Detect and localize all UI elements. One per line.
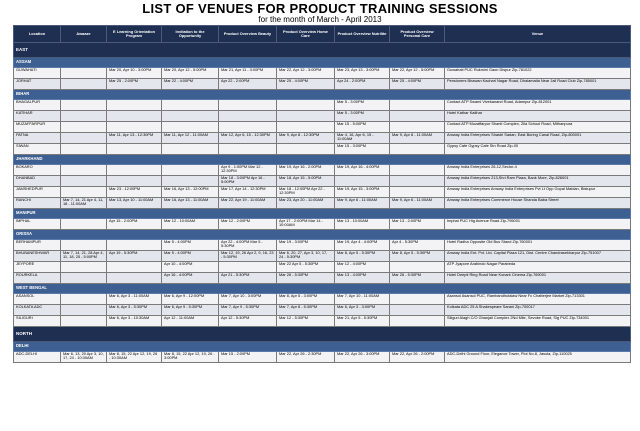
table-row	[14, 305, 631, 316]
table-row	[14, 133, 631, 144]
schedule-cell: Mar 17, Apr 14 - 12:30PM	[219, 187, 277, 198]
venue-cell: Siliguri Alagh C/O Ghanjali Complex 2Nd Mile, Sevoke Road, Slg PUC Zip-734001	[445, 316, 631, 327]
column-header: Product Overview Nutrilite	[335, 26, 390, 43]
table-row	[14, 198, 631, 209]
region-name: EAST	[14, 43, 631, 58]
venue-cell: ATP Jyapore Arabindo Nagar Parabeda	[445, 262, 631, 273]
schedule-cell	[277, 111, 335, 122]
schedule-cell: Mar 5 - 4:00PM	[162, 251, 219, 262]
schedule-cell: Mar 5 - 3:00PM	[335, 111, 390, 122]
schedule-cell	[390, 122, 445, 133]
schedule-cell	[277, 144, 335, 155]
table-row	[14, 251, 631, 262]
schedule-cell	[107, 273, 162, 284]
schedule-cell: Mar 5 - 3:00PM	[335, 100, 390, 111]
schedule-cell: Apr 15 - 2:00PM	[107, 219, 162, 230]
schedule-cell: Mar 16, Apr 13 - 11:00AM	[162, 198, 219, 209]
column-header: Invitation to the Opportunity	[162, 26, 219, 43]
table-row	[14, 316, 631, 327]
schedule-cell	[162, 100, 219, 111]
location-cell: DHANBAD	[14, 176, 61, 187]
state-row	[14, 230, 631, 240]
column-header: Product Overview Beauty	[219, 26, 277, 43]
state-row	[14, 284, 631, 294]
schedule-cell: Mar 13 - 10:00AM	[335, 219, 390, 230]
schedule-cell: Mar 6, Apr 9 - 12:00PM	[162, 294, 219, 305]
venue-cell: Contact ATP Muzaffarpur Shanti Complex, Zila School Road, Mithanpura	[445, 122, 631, 133]
schedule-cell: Mar 22, Apr 26 - 3:00PM	[335, 352, 390, 363]
schedule-cell: Mar 12 - 2:00PM	[219, 219, 277, 230]
schedule-cell: Mar 18 - 12:00PM Apr 22 - 12:30PM	[277, 187, 335, 198]
schedule-cell: Mar 6, Apr 3 - 3:00PM	[335, 305, 390, 316]
location-cell: BHUBANESHWAR	[14, 251, 61, 262]
region-row	[14, 43, 631, 58]
schedule-cell	[61, 165, 107, 176]
location-cell: SIWAN	[14, 144, 61, 155]
table-row	[14, 122, 631, 133]
schedule-cell: Mar 20, Apr 10 - 3:00PM	[107, 68, 162, 79]
schedule-cell	[219, 100, 277, 111]
venue-cell: Hotel Kathar Katihar	[445, 111, 631, 122]
schedule-cell	[107, 144, 162, 155]
schedule-cell	[219, 144, 277, 155]
schedule-cell: Apr 22 - 2:00PM	[219, 79, 277, 90]
document-subtitle: for the month of March - April 2013	[258, 15, 382, 24]
schedule-cell: Mar 22 Apr 5 - 5:30PM	[277, 262, 335, 273]
schedule-cell	[162, 111, 219, 122]
location-cell: JEYPORE	[14, 262, 61, 273]
schedule-cell: Mar 9, Apr 8 - 11:00AM	[390, 133, 445, 144]
location-cell: JAMSHEDPUR	[14, 187, 61, 198]
schedule-cell	[390, 187, 445, 198]
table-row	[14, 273, 631, 284]
venue-cell: Asansol Asansol PUC, Rambandhutalaw Near Fc Chatterjee Market Zip-713301	[445, 294, 631, 305]
schedule-cell: Mar 9, Apr 6 - 11:00AM	[335, 198, 390, 209]
schedule-cell	[61, 122, 107, 133]
table-row	[14, 352, 631, 363]
column-header: Venue	[445, 26, 631, 43]
table-row	[14, 219, 631, 230]
schedule-cell: Mar 15 - 2:00PM	[219, 352, 277, 363]
schedule-cell: Apr 17 - 2:00PM Mar 14 - 10:00AM	[277, 219, 335, 230]
schedule-cell: Mar 8, Apr 5 - 5:30PM	[335, 251, 390, 262]
schedule-cell	[61, 305, 107, 316]
schedule-cell	[390, 144, 445, 155]
location-cell: SILIGURI	[14, 316, 61, 327]
schedule-cell	[61, 273, 107, 284]
schedule-cell: Apr 16 - 4:00PM	[162, 273, 219, 284]
table-row	[14, 262, 631, 273]
table-row	[14, 100, 631, 111]
schedule-cell: Mar 7, Apr 9 - 5:30PM	[219, 305, 277, 316]
table-row	[14, 187, 631, 198]
venue-cell: Kolkata ADC 25 A Shakespeare Sarani Zip-700017	[445, 305, 631, 316]
schedule-cell: Mar 22, Apr 26 - 2:00PM	[390, 352, 445, 363]
location-cell: IMPHAL	[14, 219, 61, 230]
schedule-cell: Mar 22, Apr 12 - 3:00PM	[277, 68, 335, 79]
schedule-cell: Apr 22 - 4:00PM Mar 5 - 5:30PM	[219, 240, 277, 251]
venue-cell: Amway India Enterprises 26-12,Sector-4	[445, 165, 631, 176]
schedule-cell	[390, 176, 445, 187]
schedule-cell: Mar 7, 14, 21 Apr 4, 11, 18 - 11:00AM	[61, 198, 107, 209]
location-cell: JORHAT	[14, 79, 61, 90]
schedule-cell: Mar 4, 16, Apr 6, 15 - 11:00AM	[335, 133, 390, 144]
table-row	[14, 79, 631, 90]
schedule-cell	[219, 122, 277, 133]
schedule-cell	[107, 111, 162, 122]
location-cell: BHAGALPUR	[14, 100, 61, 111]
venue-cell: Amway India Enterprises 213,Shri Ram Plaza, Bank More, Zip-826001	[445, 176, 631, 187]
column-header: Product Overview Personal Care	[390, 26, 445, 43]
schedule-cell	[390, 262, 445, 273]
location-cell: ASANSOL	[14, 294, 61, 305]
schedule-cell: Mar 18 - 3:00PM Apr 16 - 5:00PM	[219, 176, 277, 187]
schedule-cell: Apr 24 - 2:00PM	[335, 79, 390, 90]
state-name: DELHI	[14, 342, 631, 352]
schedule-cell: Mar 9, Apr 8 - 12:30PM	[277, 133, 335, 144]
schedule-cell: Mar 18, Apr 15 - 5:00PM	[277, 176, 335, 187]
schedule-cell	[277, 122, 335, 133]
schedule-cell	[61, 133, 107, 144]
venue-cell: Gypsy Cafe Gypsy Cafe Stn Road Zip-00	[445, 144, 631, 155]
venue-cell: Imphal PUC Hig Avenue Road Zip-795001	[445, 219, 631, 230]
schedule-cell	[61, 176, 107, 187]
schedule-cell	[107, 262, 162, 273]
schedule-cell: Mar 7, 14, 21, 28 Apr 4, 11, 18, 25 - 5:00PM	[61, 251, 107, 262]
schedule-cell: Mar 6, Apr 9 - 5:30PM	[162, 305, 219, 316]
schedule-cell: Mar 13 - 4:00PM	[335, 273, 390, 284]
schedule-cell	[390, 111, 445, 122]
venue-cell: Amway India Enterprises Shastri Sadan, East Boring Canal Road, Zip-800001	[445, 133, 631, 144]
schedule-cell: Mar 12 - 4:00PM	[335, 262, 390, 273]
table-row	[14, 111, 631, 122]
location-cell: GUWAHATI	[14, 68, 61, 79]
location-cell: RANCHI	[14, 198, 61, 209]
venue-cell: Hotel Deepti Ring Road Near Konark Cinema Zip-769001	[445, 273, 631, 284]
column-header: Awaaze	[61, 26, 107, 43]
location-cell: BOKARO	[14, 165, 61, 176]
state-name: ASSAM	[14, 58, 631, 68]
schedule-cell: Mar 16, Apr 13 - 12:00PM	[162, 187, 219, 198]
schedule-cell: Mar 26 - 5:30PM	[277, 273, 335, 284]
document-title: LIST OF VENUES FOR PRODUCT TRAINING SESSIONS	[142, 1, 498, 16]
schedule-cell: Mar 6, Apr 3 - 5:30PM	[107, 305, 162, 316]
schedule-cell	[107, 176, 162, 187]
schedule-cell: Mar 8, 15, 22 Apr 12, 19, 26 - 10:30AM	[107, 352, 162, 363]
schedule-cell: Mar 21, Apr 11 - 3:00PM	[219, 68, 277, 79]
schedule-cell	[61, 79, 107, 90]
schedule-cell: Mar 13, Apr 10 - 11:00AM	[107, 198, 162, 209]
schedule-cell: Mar 8, Apr 5 - 3:00PM	[277, 294, 335, 305]
schedule-cell	[390, 305, 445, 316]
column-header: Product Overview Home Care	[277, 26, 335, 43]
schedule-cell: Mar 12 - 10:00AM	[162, 219, 219, 230]
schedule-cell	[61, 187, 107, 198]
venue-cell: ADC-Delhi Ground Floor, Elegance Tower, Plot No.8, Jasola, Zip-110025	[445, 352, 631, 363]
schedule-cell: Mar 19, Apr 4 - 4:00PM	[335, 240, 390, 251]
schedule-cell	[162, 176, 219, 187]
schedule-cell: Mar 6, 20, 27, Apr 3, 10, 17, 24 - 5:30PM	[277, 251, 335, 262]
schedule-cell	[61, 240, 107, 251]
region-row	[14, 327, 631, 342]
column-header: E Learning Orientation Program	[107, 26, 162, 43]
table-row	[14, 165, 631, 176]
schedule-cell	[162, 144, 219, 155]
table-row	[14, 240, 631, 251]
schedule-cell: Mar 12, 19, 26 Apr 2, 9, 16, 23 - 5:30PM	[219, 251, 277, 262]
schedule-cell: Mar 19 - 3:00PM	[277, 240, 335, 251]
schedule-cell: Mar 25 - 4:00PM	[390, 79, 445, 90]
state-name: BIHAR	[14, 90, 631, 100]
schedule-cell	[277, 100, 335, 111]
location-cell: KATIHAR	[14, 111, 61, 122]
schedule-cell: Mar 22, Apr 19 - 11:00AM	[219, 198, 277, 209]
table-header-row	[14, 26, 631, 43]
schedule-cell	[219, 262, 277, 273]
location-cell: MUZAFFARPUR	[14, 122, 61, 133]
state-row	[14, 90, 631, 100]
schedule-cell: Mar 15 - 3:00PM	[335, 144, 390, 155]
schedule-cell: Mar 19, Apr 16 - 4:00PM	[335, 165, 390, 176]
table-body	[14, 43, 631, 363]
location-cell: ROURKELA	[14, 273, 61, 284]
schedule-cell: Mar 20, Apr 12 - 5:00PM	[162, 68, 219, 79]
schedule-cell	[61, 316, 107, 327]
schedule-cell: Mar 25 - 2:00PM	[107, 79, 162, 90]
schedule-cell: Mar 6, 13, 20 Apr 3, 10, 17, 24 - 10:30AM	[61, 352, 107, 363]
schedule-cell	[390, 316, 445, 327]
schedule-cell: Mar 26 - 5:30PM	[390, 273, 445, 284]
state-name: ORISSA	[14, 230, 631, 240]
venue-cell: Pensioners Bhawan Kachari Nagar Road, Dhalamatia Near Jail Road Club Zip-785001	[445, 79, 631, 90]
venue-cell: Contact ATP Swami Vivekanand Road, Adampur Zip-812001	[445, 100, 631, 111]
schedule-cell: Mar 7, Apr 10 - 3:00PM	[219, 294, 277, 305]
schedule-cell	[61, 219, 107, 230]
table-row	[14, 294, 631, 305]
schedule-cell: Mar 22 - 4:00PM	[162, 79, 219, 90]
schedule-cell: Mar 8, 15, 22 Apr 12, 19, 26 - 3:00PM	[162, 352, 219, 363]
venues-table	[13, 25, 631, 363]
schedule-cell: Apr 12 - 11:00AM	[162, 316, 219, 327]
schedule-cell	[335, 176, 390, 187]
schedule-cell: Mar 15 - 5:00PM	[335, 122, 390, 133]
schedule-cell: Apr 12 - 5:30PM	[219, 316, 277, 327]
schedule-cell: Mar 23, Apr 20 - 11:00AM	[277, 198, 335, 209]
schedule-cell	[61, 294, 107, 305]
schedule-cell	[390, 294, 445, 305]
table-row	[14, 176, 631, 187]
schedule-cell: Mar 13 - 2:00PM	[390, 219, 445, 230]
schedule-cell: Apr 4 - 5:30PM	[390, 240, 445, 251]
schedule-cell: Mar 6, Apr 3 - 10:30AM	[107, 316, 162, 327]
schedule-cell	[219, 111, 277, 122]
schedule-cell: Mar 6, Apr 3 - 11:00AM	[107, 294, 162, 305]
schedule-cell	[390, 100, 445, 111]
location-cell: BERHAMPUR	[14, 240, 61, 251]
schedule-cell	[162, 165, 219, 176]
location-cell: ADC-DELHI	[14, 352, 61, 363]
schedule-cell: Mar 23, Apr 13 - 3:00PM	[335, 68, 390, 79]
location-cell: PATNA	[14, 133, 61, 144]
schedule-cell: Mar 7, Apr 10 - 11:00AM	[335, 294, 390, 305]
venue-cell: Hotel Radha Opposite Old Bus Stand Zip-760001	[445, 240, 631, 251]
venue-cell: Amway India Ent. Pvt. Ltd. Capital Plaza 121, Dist. Centre Chandrasekharpur Zip-751007	[445, 251, 631, 262]
schedule-cell: Mar 12, Apr 6, 15 - 12:30PM	[219, 133, 277, 144]
location-cell: KOLKATA ADC	[14, 305, 61, 316]
schedule-cell: Mar 25 - 4:00PM	[277, 79, 335, 90]
state-row	[14, 342, 631, 352]
schedule-cell	[61, 100, 107, 111]
schedule-cell: Mar 11, Apr 13 - 12:30PM	[107, 133, 162, 144]
schedule-cell	[107, 100, 162, 111]
table-row	[14, 144, 631, 155]
schedule-cell: Mar 9, Apr 6 - 11:00AM	[390, 198, 445, 209]
schedule-cell: Mar 7, Apr 8 - 5:30PM	[277, 305, 335, 316]
column-header: Location	[14, 26, 61, 43]
schedule-cell: Mar 5 - 4:00PM	[162, 240, 219, 251]
venue-cell: Amway India Enterprises Amway India Enterprises Pvt Lt Opp Gopal Maidan, Bistupur	[445, 187, 631, 198]
schedule-cell	[61, 111, 107, 122]
schedule-cell: Apr 21 - 5:30PM	[219, 273, 277, 284]
venue-cell: Amway India Enterprises Commerce House Shanda Baba Street	[445, 198, 631, 209]
schedule-cell: Apr 19 - 5:30PM	[107, 251, 162, 262]
schedule-cell: Apr 9 - 1:00PM Mar 12 - 12:30PM	[219, 165, 277, 176]
schedule-cell	[107, 122, 162, 133]
schedule-cell: Mar 12 - 5:30PM	[277, 316, 335, 327]
state-name: JHARKHAND	[14, 155, 631, 165]
schedule-cell: Apr 10 - 4:00PM	[162, 262, 219, 273]
state-name: WEST BENGAL	[14, 284, 631, 294]
state-row	[14, 209, 631, 219]
table-row	[14, 68, 631, 79]
schedule-cell	[61, 68, 107, 79]
schedule-cell: Mar 19, Apr 16 - 2:00PM	[277, 165, 335, 176]
state-row	[14, 155, 631, 165]
schedule-cell: Mar 11, Apr 12 - 11:00AM	[162, 133, 219, 144]
schedule-cell: Mar 8, Apr 5 - 5:30PM	[390, 251, 445, 262]
schedule-cell	[162, 122, 219, 133]
schedule-cell	[107, 165, 162, 176]
schedule-cell: Mar 21, Apr 5 - 5:30PM	[335, 316, 390, 327]
region-name: NORTH	[14, 327, 631, 342]
venue-cell: Guwahati PUC Rukmini Gaon Dispur Zip-781022	[445, 68, 631, 79]
schedule-cell: Mar 22, Apr 26 - 2:30PM	[277, 352, 335, 363]
schedule-cell: Mar 23 - 12:00PM	[107, 187, 162, 198]
schedule-cell	[107, 240, 162, 251]
schedule-cell	[390, 165, 445, 176]
schedule-cell: Mar 22, Apr 12 - 5:00PM	[390, 68, 445, 79]
schedule-cell: Mar 19, Apr 15 - 3:00PM	[335, 187, 390, 198]
schedule-cell	[61, 262, 107, 273]
state-row	[14, 58, 631, 68]
schedule-cell	[61, 144, 107, 155]
state-name: MANIPUR	[14, 209, 631, 219]
